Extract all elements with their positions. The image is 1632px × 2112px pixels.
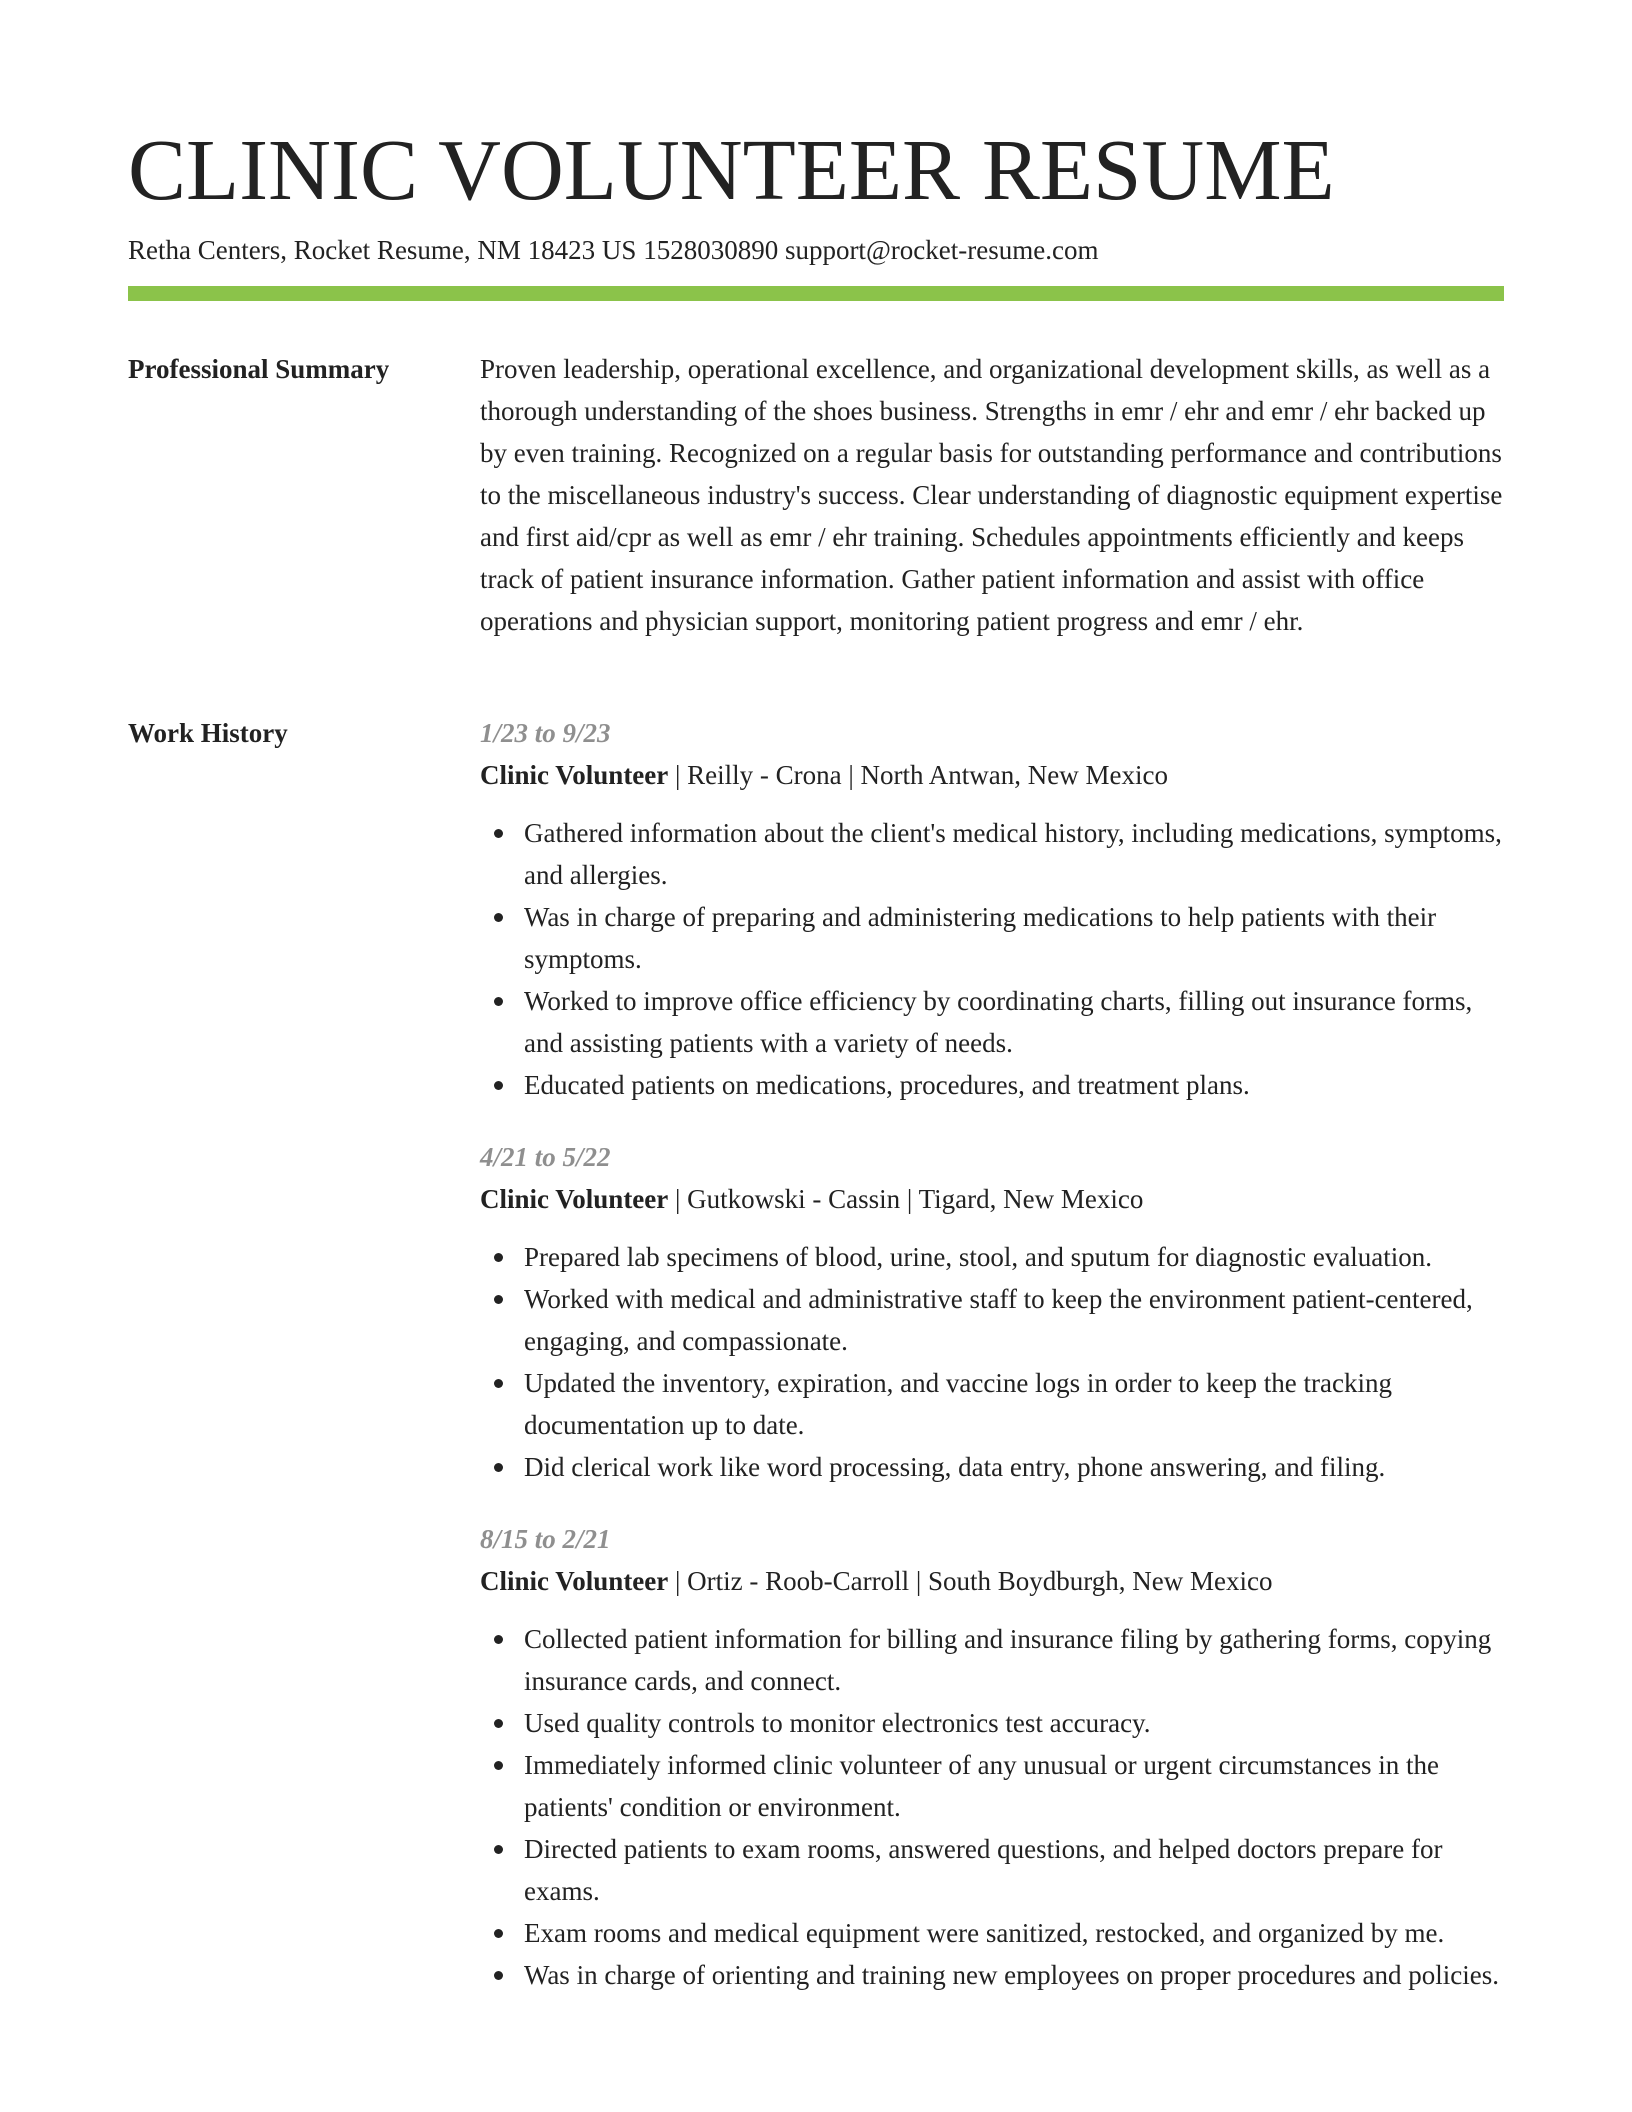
job-dates: 4/21 to 5/22 [480,1142,611,1172]
list-item: Worked with medical and administrative staff to keep the environment patient-centered, engaging, and compassionate. [524,1278,1504,1362]
job-dates: 1/23 to 9/23 [480,718,611,748]
list-item: Immediately informed clinic volunteer of any unusual or urgent circumstances in the patients' condition or environment. [524,1744,1504,1828]
list-item: Updated the inventory, expiration, and vaccine logs in order to keep the tracking documentation up to date. [524,1362,1504,1446]
job-employer-location: | Ortiz - Roob-Carroll | South Boydburgh, New Mexico [668,1566,1273,1596]
job-entry [480,1518,1504,1996]
job-employer-location: | Reilly - Crona | North Antwan, New Mexico [668,760,1168,790]
list-item: Used quality controls to monitor electronics test accuracy. [524,1702,1504,1744]
list-item: Directed patients to exam rooms, answered questions, and helped doctors prepare for exams. [524,1828,1504,1912]
job-title: Clinic Volunteer [480,1566,669,1596]
job-bullets [480,1236,1504,1488]
summary-text: Proven leadership, operational excellence, and organizational development skills, as well as a thorough understanding of the shoes business. Strengths in emr / ehr and emr / ehr backed up by even training. Recognized on a regular basis for outstanding performance and contributions to the miscellaneous industry's success. Clear understanding of diagnostic equipment expertise and first aid/cpr as well as emr / ehr training. Schedules appointments efficiently and keeps track of patient insurance information. Gather patient information and assist with office operations and physician support, monitoring patient progress and emr / ehr. [480,354,1503,636]
job-bullets [480,812,1504,1106]
contact-info: Retha Centers, Rocket Resume, NM 18423 US 1528030890 support@rocket-resume.com [128,235,1099,265]
header-divider [128,286,1504,301]
job-heading [480,754,1504,796]
section-body [480,348,1504,642]
job-heading [480,1560,1504,1602]
page-title: CLINIC VOLUNTEER RESUME [128,121,1335,218]
job-bullets [480,1618,1504,1996]
list-item: Collected patient information for billing and insurance filing by gathering forms, copying insurance cards, and connect. [524,1618,1504,1702]
list-item: Prepared lab specimens of blood, urine, stool, and sputum for diagnostic evaluation. [524,1236,1504,1278]
list-item: Worked to improve office efficiency by coordinating charts, filling out insurance forms, and assisting patients with a variety of needs. [524,980,1504,1064]
job-list [480,712,1504,2026]
list-item: Gathered information about the client's medical history, including medications, symptoms, and allergies. [524,812,1504,896]
list-item: Was in charge of preparing and administering medications to help patients with their symptoms. [524,896,1504,980]
list-item: Was in charge of orienting and training new employees on proper procedures and policies. [524,1954,1504,1996]
section-label: Work History [128,718,288,748]
list-item: Did clerical work like word processing, data entry, phone answering, and filing. [524,1446,1504,1488]
job-heading [480,1178,1504,1220]
job-dates: 8/15 to 2/21 [480,1524,611,1554]
section-label: Professional Summary [128,354,390,384]
list-item: Exam rooms and medical equipment were sanitized, restocked, and organized by me. [524,1912,1504,1954]
job-title: Clinic Volunteer [480,1184,669,1214]
job-title: Clinic Volunteer [480,760,669,790]
job-employer-location: | Gutkowski - Cassin | Tigard, New Mexico [668,1184,1144,1214]
list-item: Educated patients on medications, procedures, and treatment plans. [524,1064,1504,1106]
job-entry [480,712,1504,1106]
job-entry [480,1136,1504,1488]
